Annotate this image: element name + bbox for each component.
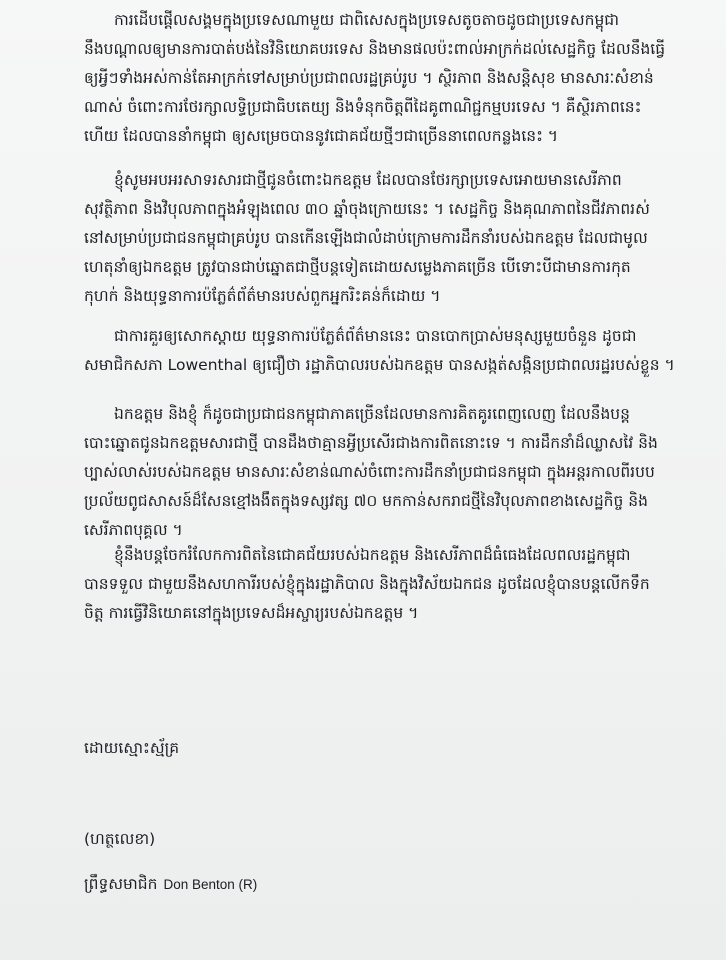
paragraph-line: នឹងបណ្ដាលឲ្យមានការបាត់បង់នៃវិនិយោគបរទេស និងមានផលប៉ះពាល់អាក្រក់ដល់សេដ្ឋកិច្ច ដែលនឹងធ្វើ bbox=[84, 40, 666, 58]
signer-line bbox=[84, 872, 257, 897]
paragraph-line: ហើយ ដែលបាននាំកម្ពុជា ឲ្យសម្រេចបាននូវជោគជ័យថ្មីៗជាច្រើននាពេលកន្លងនេះ ។ bbox=[84, 127, 559, 145]
paragraph-line: បានទទួល ជាមួយនឹងសហការីរបស់ខ្ញុំក្នុងរដ្ឋាភិបាល និងក្នុងវិស័យឯកជន ដូចដែលខ្ញុំបានបន្តលើកទឹក bbox=[84, 575, 650, 593]
paragraph-line: ការដើបផ្ដើលសង្គមក្នុងប្រទេសណាមួយ ជាពិសេសក្នុងប្រទេសតូចតាចដូចជាប្រទេសកម្ពុជា bbox=[114, 11, 620, 29]
paragraph-line: កុហក់ និងយុទ្ធនាការប៉ភ្លែត៌ព័ត៌មានរបស់ពួកអ្នករិះគន់ក៏ដោយ ។ bbox=[84, 287, 441, 305]
paragraph-line: បោះឆ្នោតជូនឯកឧត្ដមសារជាថ្មី បានដឹងថាគ្មានអ្វីប្រសើរជាងការពិតនោះទេ ។ ការដឹកនាំដ៏ឈ្លាសវៃ និង bbox=[84, 434, 658, 452]
paragraph-line: សុវត្ថិភាព និងវិបុលភាពក្នុងអំឡុងពេល ៣០ ឆ្នាំចុងក្រោយនេះ ។ សេដ្ឋកិច្ច និងគុណភាពនៃជីវភាពរស់ bbox=[84, 200, 650, 218]
paragraph-line: ណាស់ ចំពោះការថែរក្សាលទ្ធិប្រជាធិបតេយ្យ និងទំនុកចិត្តពីដៃគូពាណិជ្ជកម្មបរទេស ។ គឺស្ថិរភាពនេះ bbox=[84, 98, 642, 116]
paragraph-line: ខ្ញុំនឹងបន្តចែករំលែកការពិតនៃជោគជ័យរបស់ឯកឧត្ដម និងសេរីភាពដ៏ធំធេងដែលពលរដ្ឋកម្ពុជា bbox=[114, 546, 631, 564]
paragraph-line: ចិត្ត ការធ្វើវិនិយោគនៅក្នុងប្រទេសដ៏អស្ចារ្យរបស់ឯកឧត្ដម ។ bbox=[84, 604, 419, 622]
signature-note: (ហត្ថលេខា) bbox=[84, 830, 156, 848]
paragraph-line: ប្បាស់លាស់របស់ឯកឧត្ដម មានសារៈសំខាន់ណាស់ចំពោះការដឹកនាំប្រជាជនកម្ពុជា ក្នុងអន្តរកាលពីរបប bbox=[84, 463, 655, 481]
letter-paragraph-3 bbox=[84, 322, 706, 380]
paragraph-line: ឲ្យអ្វីៗទាំងអស់កាន់តែអាក្រក់ទៅសម្រាប់ប្រជាពលរដ្ឋគ្រប់រូប ។ ស្ថិរភាព និងសន្តិសុខ មានសារៈសំខាន់ bbox=[84, 69, 654, 87]
closing-phrase: ដោយស្មោះស្ម័គ្រ bbox=[84, 739, 180, 757]
paragraph-line: នៅសម្រាប់ប្រជាជនកម្ពុជាគ្រប់រូប បានកើនឡើងជាលំដាប់ក្រោមការដឹកនាំរបស់ឯកឧត្ដម ដែលជាមូល bbox=[84, 229, 648, 247]
letter-paragraph-4 bbox=[84, 400, 706, 545]
paragraph-line: ហេតុនាំឲ្យឯកឧត្ដម ត្រូវបានជាប់ឆ្នោតជាថ្មីបន្តទៀតដោយសម្លេងភាគច្រើន បើទោះបីជាមានការកុត bbox=[84, 258, 631, 276]
paragraph-line: ជាការគួរឲ្យសោកស្ដាយ យុទ្ធនាការប៉ភ្លែត៌ព័ត៌មាននេះ បានបោកប្រាស់មនុស្សមួយចំនួន ដូចជា bbox=[114, 327, 637, 345]
paragraph-line: ខ្ញុំសូមអបអរសាទរសារជាថ្មីជូនចំពោះឯកឧត្ដម ដែលបានថែរក្សាប្រទេសអោយមានសេរីភាព bbox=[114, 171, 622, 189]
paragraph-line: សមាជិកសភា Lowenthal ឲ្យជឿថា រដ្ឋាភិបាលរបស់ឯកឧត្ដម បានសង្កត់សង្កិនប្រជាពលរដ្ឋរបស់ខ្លួន ។ bbox=[84, 356, 675, 374]
paragraph-line: ប្រល័យពូជសាសន៍ដ៏សែនខ្មៅងងឹតក្នុងទស្សវត្ស ៧០ មកកាន់សករាជថ្មីនៃវិបុលភាពខាងសេដ្ឋកិច្ច និង bbox=[84, 492, 648, 510]
letter-paragraph-5 bbox=[84, 541, 706, 628]
letter-paragraph-1 bbox=[84, 6, 706, 151]
paragraph-line: សេរីភាពបុគ្គល ។ bbox=[84, 521, 183, 539]
paragraph-line: ឯកឧត្ដម និងខ្ញុំ ក៏ដូចជាប្រជាជនកម្ពុជាភាគច្រើនដែលមានការគិតគូរពេញលេញ ដែលនឹងបន្ត bbox=[114, 405, 630, 423]
letter-paragraph-2 bbox=[84, 166, 706, 311]
signer-name: Don Benton (R) bbox=[163, 877, 258, 892]
signer-title: ព្រឹទ្ធសមាជិក bbox=[84, 875, 158, 893]
